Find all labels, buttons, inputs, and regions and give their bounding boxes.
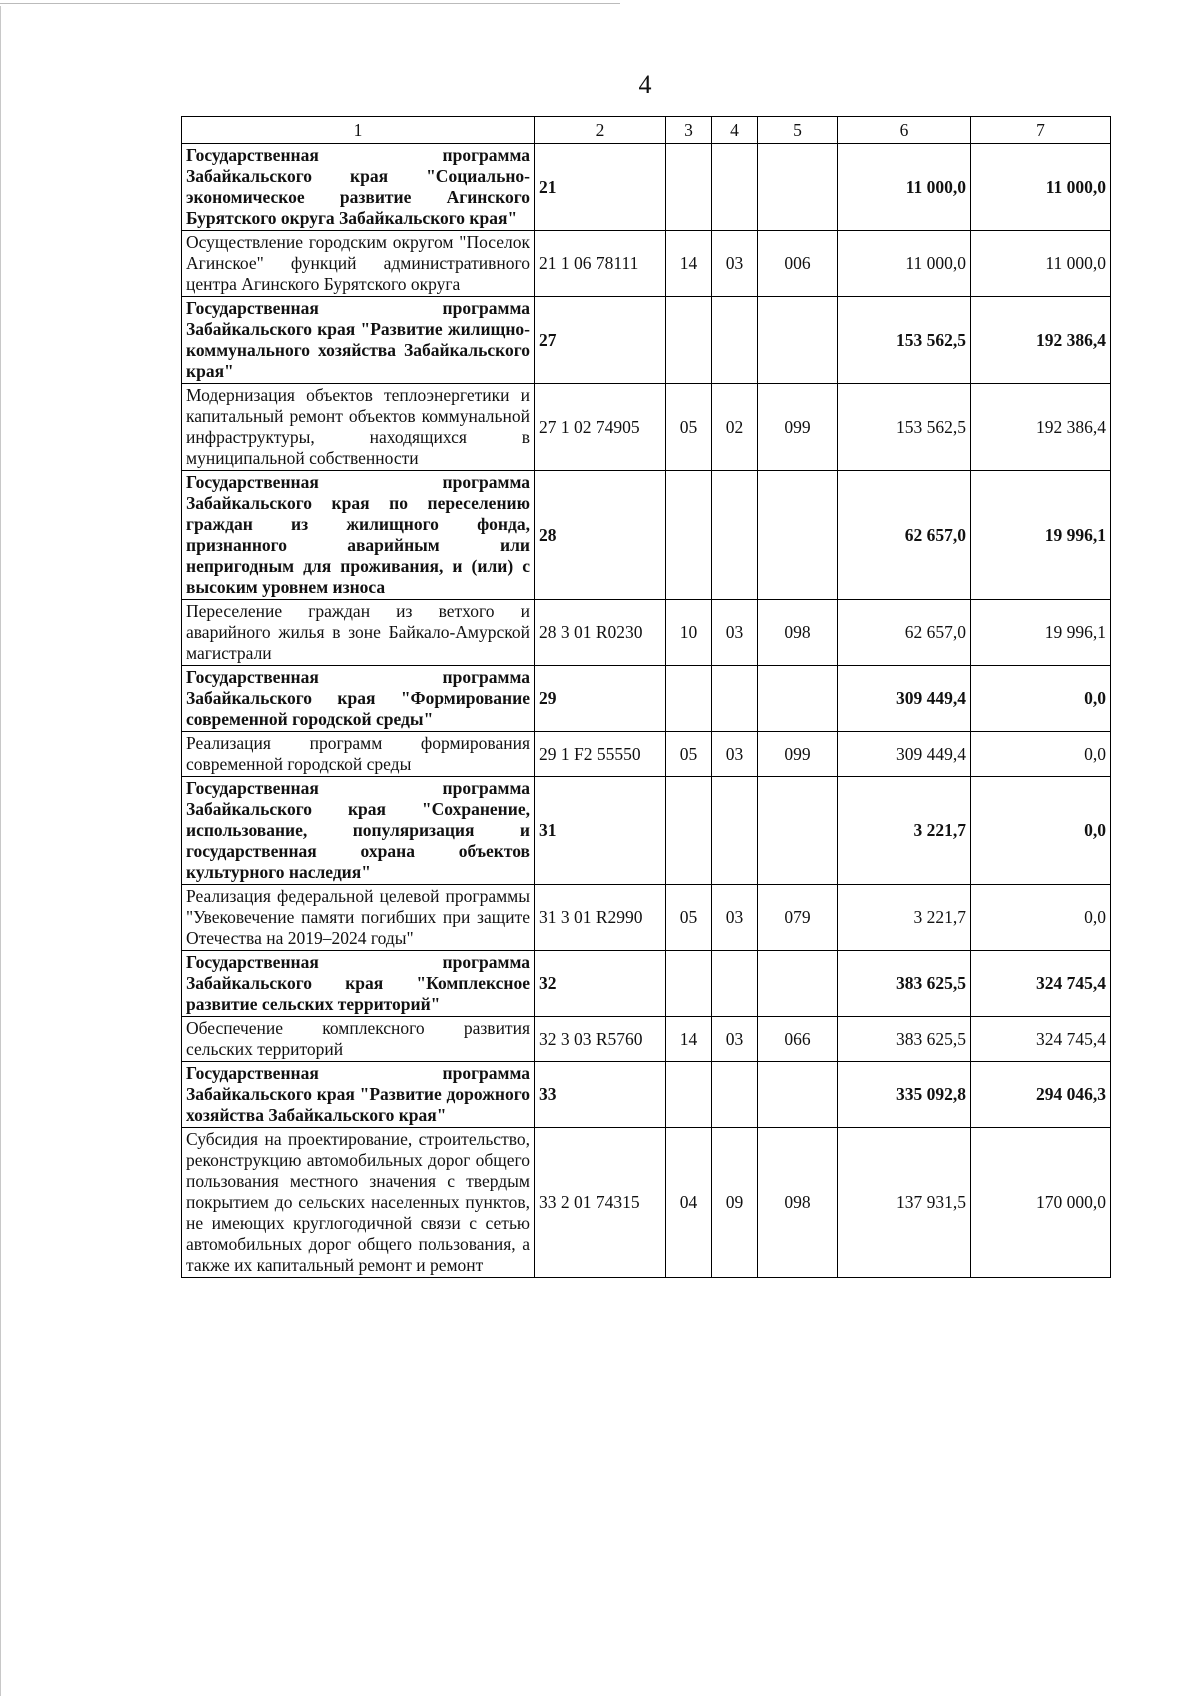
row-expense-type-cell: 079 (758, 885, 838, 951)
row-amount-1-cell: 3 221,7 (838, 885, 971, 951)
row-section-cell: 10 (666, 600, 712, 666)
row-code-cell: 28 3 01 R0230 (535, 600, 666, 666)
row-amount-1-cell: 137 931,5 (838, 1128, 971, 1278)
row-section-cell: 14 (666, 1017, 712, 1062)
row-name-cell: Субсидия на проектирование, строительство, реконструкцию автомобильных дорог общего пользования местного значения с твердым покрытием до сельских населенных пунктов, не имеющих круглогодичной связи с сетью автомобильных дорог общего пользования, а также их капитальный ремонт и ремонт (182, 1128, 535, 1278)
table-row (182, 1128, 1111, 1278)
row-amount-1-cell: 383 625,5 (838, 1017, 971, 1062)
row-code-cell: 32 3 03 R5760 (535, 1017, 666, 1062)
table-row (182, 1017, 1111, 1062)
row-amount-2-cell: 11 000,0 (971, 231, 1111, 297)
program-row (182, 471, 1111, 600)
row-subsection-cell (712, 777, 758, 885)
table-row (182, 384, 1111, 471)
row-section-cell: 05 (666, 384, 712, 471)
row-amount-1-cell: 309 449,4 (838, 732, 971, 777)
row-expense-type-cell (758, 1062, 838, 1128)
row-code-cell: 21 (535, 144, 666, 231)
row-name-cell: Государственная программа Забайкальского края "Развитие дорожного хозяйства Забайкальского края" (182, 1062, 535, 1128)
row-code-cell: 28 (535, 471, 666, 600)
row-code-cell: 29 (535, 666, 666, 732)
row-amount-1-cell: 62 657,0 (838, 471, 971, 600)
row-expense-type-cell: 098 (758, 1128, 838, 1278)
row-expense-type-cell (758, 666, 838, 732)
program-row (182, 777, 1111, 885)
row-amount-2-cell: 19 996,1 (971, 471, 1111, 600)
column-header-2: 2 (535, 117, 666, 144)
row-amount-2-cell: 0,0 (971, 732, 1111, 777)
row-expense-type-cell (758, 777, 838, 885)
row-section-cell (666, 144, 712, 231)
row-amount-1-cell: 335 092,8 (838, 1062, 971, 1128)
budget-table (181, 116, 1111, 1278)
row-name-cell: Переселение граждан из ветхого и аварийного жилья в зоне Байкало-Амурской магистрали (182, 600, 535, 666)
row-subsection-cell: 03 (712, 231, 758, 297)
table-row (182, 231, 1111, 297)
row-subsection-cell: 03 (712, 885, 758, 951)
row-code-cell: 31 3 01 R2990 (535, 885, 666, 951)
row-code-cell: 29 1 F2 55550 (535, 732, 666, 777)
row-amount-2-cell: 294 046,3 (971, 1062, 1111, 1128)
row-name-cell: Реализация программ формирования современной городской среды (182, 732, 535, 777)
row-code-cell: 33 2 01 74315 (535, 1128, 666, 1278)
row-expense-type-cell: 098 (758, 600, 838, 666)
row-amount-2-cell: 170 000,0 (971, 1128, 1111, 1278)
row-code-cell: 21 1 06 78111 (535, 231, 666, 297)
row-subsection-cell: 03 (712, 600, 758, 666)
row-name-cell: Реализация федеральной целевой программы "Увековечение памяти погибших при защите Отечества на 2019–2024 годы" (182, 885, 535, 951)
program-row (182, 1062, 1111, 1128)
row-subsection-cell: 03 (712, 732, 758, 777)
program-row (182, 144, 1111, 231)
row-expense-type-cell (758, 951, 838, 1017)
row-amount-1-cell: 11 000,0 (838, 144, 971, 231)
row-amount-1-cell: 153 562,5 (838, 297, 971, 384)
program-row (182, 666, 1111, 732)
column-header-5: 5 (758, 117, 838, 144)
column-header-7: 7 (971, 117, 1111, 144)
column-header-6: 6 (838, 117, 971, 144)
row-expense-type-cell: 066 (758, 1017, 838, 1062)
row-subsection-cell (712, 666, 758, 732)
program-row (182, 951, 1111, 1017)
row-name-cell: Осуществление городским округом "Поселок Агинское" функций административного центра Агинского Бурятского округа (182, 231, 535, 297)
row-section-cell (666, 777, 712, 885)
row-name-cell: Государственная программа Забайкальского края "Сохранение, использование, популяризация и государственная охрана объектов культурного наследия" (182, 777, 535, 885)
row-name-cell: Государственная программа Забайкальского края "Формирование современной городской среды" (182, 666, 535, 732)
table-row (182, 600, 1111, 666)
row-code-cell: 33 (535, 1062, 666, 1128)
row-amount-1-cell: 3 221,7 (838, 777, 971, 885)
row-code-cell: 31 (535, 777, 666, 885)
row-expense-type-cell: 099 (758, 384, 838, 471)
row-amount-1-cell: 11 000,0 (838, 231, 971, 297)
row-amount-2-cell: 192 386,4 (971, 384, 1111, 471)
row-code-cell: 27 (535, 297, 666, 384)
row-code-cell: 32 (535, 951, 666, 1017)
row-amount-2-cell: 0,0 (971, 885, 1111, 951)
header-row (182, 117, 1111, 144)
table-body (182, 144, 1111, 1278)
row-name-cell: Модернизация объектов теплоэнергетики и капитальный ремонт объектов коммунальной инфраструктуры, находящихся в муниципальной собственности (182, 384, 535, 471)
row-section-cell (666, 1062, 712, 1128)
row-subsection-cell: 09 (712, 1128, 758, 1278)
row-subsection-cell (712, 144, 758, 231)
row-amount-2-cell: 0,0 (971, 666, 1111, 732)
row-expense-type-cell (758, 297, 838, 384)
column-header-3: 3 (666, 117, 712, 144)
row-expense-type-cell (758, 144, 838, 231)
row-amount-2-cell: 0,0 (971, 777, 1111, 885)
row-amount-1-cell: 62 657,0 (838, 600, 971, 666)
row-section-cell: 14 (666, 231, 712, 297)
row-section-cell (666, 471, 712, 600)
row-expense-type-cell (758, 471, 838, 600)
program-row (182, 297, 1111, 384)
row-name-cell: Государственная программа Забайкальского края "Социально-экономическое развитие Агинского Бурятского округа Забайкальского края" (182, 144, 535, 231)
table-row (182, 885, 1111, 951)
scan-edge-left (0, 6, 1, 1696)
row-code-cell: 27 1 02 74905 (535, 384, 666, 471)
scan-edge-top (0, 3, 620, 4)
row-amount-2-cell: 324 745,4 (971, 951, 1111, 1017)
row-amount-1-cell: 309 449,4 (838, 666, 971, 732)
row-amount-2-cell: 19 996,1 (971, 600, 1111, 666)
row-amount-2-cell: 324 745,4 (971, 1017, 1111, 1062)
row-name-cell: Государственная программа Забайкальского края по переселению граждан из жилищного фонда, признанного аварийным или непригодным для проживания, и (или) с высоким уровнем износа (182, 471, 535, 600)
row-section-cell (666, 297, 712, 384)
row-amount-1-cell: 153 562,5 (838, 384, 971, 471)
row-name-cell: Обеспечение комплексного развития сельских территорий (182, 1017, 535, 1062)
row-section-cell: 05 (666, 732, 712, 777)
row-section-cell (666, 666, 712, 732)
column-header-4: 4 (712, 117, 758, 144)
row-expense-type-cell: 099 (758, 732, 838, 777)
row-subsection-cell (712, 297, 758, 384)
row-amount-2-cell: 192 386,4 (971, 297, 1111, 384)
row-subsection-cell: 02 (712, 384, 758, 471)
row-name-cell: Государственная программа Забайкальского края "Комплексное развитие сельских территорий" (182, 951, 535, 1017)
page-number: 4 (638, 70, 652, 99)
row-subsection-cell (712, 471, 758, 600)
row-amount-1-cell: 383 625,5 (838, 951, 971, 1017)
column-header-1: 1 (182, 117, 535, 144)
row-subsection-cell (712, 1062, 758, 1128)
row-amount-2-cell: 11 000,0 (971, 144, 1111, 231)
row-section-cell: 05 (666, 885, 712, 951)
table-row (182, 732, 1111, 777)
row-section-cell: 04 (666, 1128, 712, 1278)
row-expense-type-cell: 006 (758, 231, 838, 297)
row-subsection-cell: 03 (712, 1017, 758, 1062)
row-subsection-cell (712, 951, 758, 1017)
row-section-cell (666, 951, 712, 1017)
row-name-cell: Государственная программа Забайкальского края "Развитие жилищно-коммунального хозяйства Забайкальского края" (182, 297, 535, 384)
